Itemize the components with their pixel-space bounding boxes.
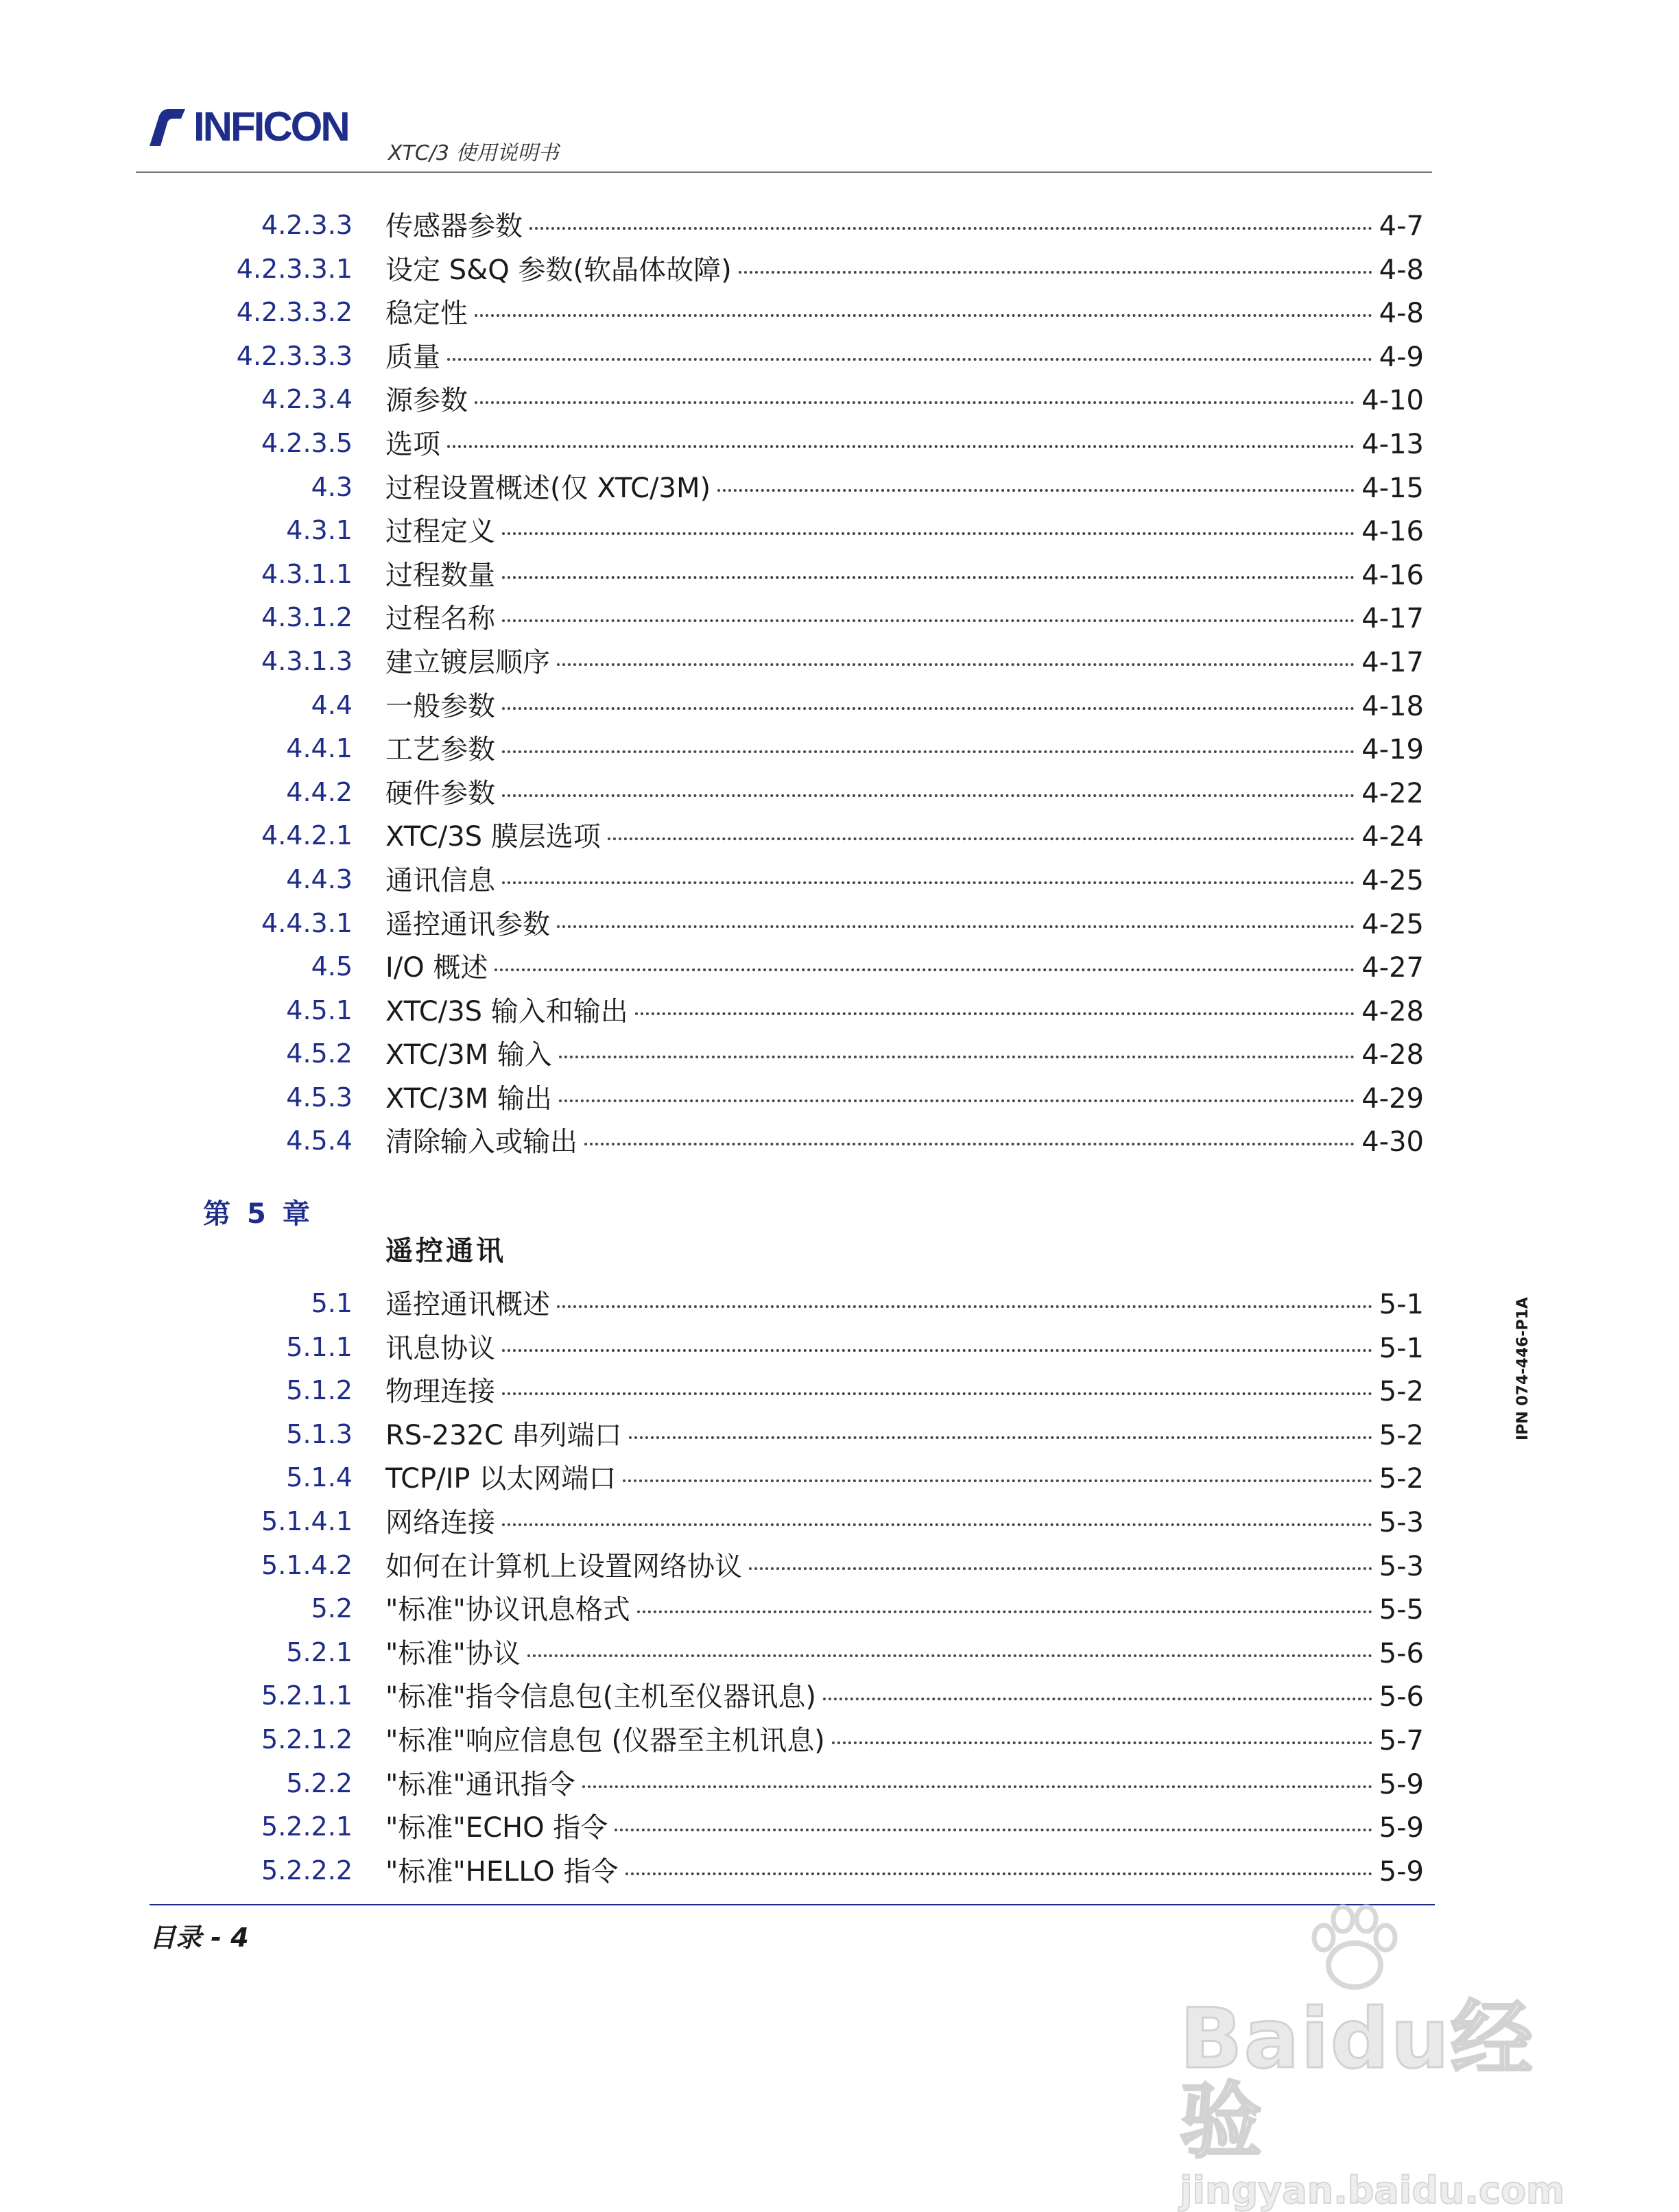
watermark-url: jingyan.baidu.com: [1180, 2169, 1565, 2212]
toc-title: 工艺参数: [385, 734, 495, 766]
toc-section-number: 5.2.1: [286, 1637, 353, 1667]
toc-entry[interactable]: [0, 1414, 1679, 1458]
header-divider: [136, 171, 1432, 173]
toc-section-number: 5.1.4.2: [261, 1549, 353, 1580]
toc-title: "标准"通讯指令: [385, 1768, 575, 1800]
toc-dot-leader: [584, 1143, 1355, 1145]
toc-section-number: 4.2.3.4: [261, 384, 353, 415]
toc-entry[interactable]: [0, 1370, 1679, 1414]
toc-page-number: 5-3: [1379, 1550, 1424, 1582]
ipn-code: IPN 074-446-P1A: [1514, 1297, 1532, 1440]
toc-title: XTC/3M 输出: [385, 1082, 552, 1115]
toc-dot-leader: [559, 1056, 1355, 1058]
toc-section-number: 4.3.1.2: [261, 602, 353, 633]
toc-title: "标准"ECHO 指令: [385, 1812, 608, 1844]
toc-entry[interactable]: [0, 903, 1679, 947]
toc-page-number: 4-28: [1361, 1039, 1424, 1071]
toc-dot-leader: [749, 1567, 1372, 1570]
toc-section-number: 4.2.3.5: [261, 427, 353, 458]
toc-title: RS-232C 串列端口: [385, 1419, 622, 1451]
toc-title: 过程名称: [385, 603, 495, 635]
toc-entry[interactable]: [0, 1120, 1679, 1164]
toc-title: 网络连接: [385, 1506, 495, 1538]
toc-dot-leader: [637, 1610, 1372, 1613]
toc-dot-leader: [557, 925, 1355, 928]
toc-page-number: 5-2: [1379, 1376, 1424, 1408]
toc-page-number: 4-9: [1379, 341, 1424, 373]
toc-section-number: 4.4.3.1: [261, 907, 353, 938]
toc-section-number: 4.5: [311, 951, 353, 982]
toc-entry[interactable]: [0, 379, 1679, 423]
toc-page-number: 4-17: [1361, 646, 1424, 678]
toc-page-number: 4-17: [1361, 603, 1424, 635]
toc-dot-leader: [582, 1785, 1372, 1788]
toc-title: 物理连接: [385, 1376, 495, 1408]
toc-page-number: 4-16: [1361, 559, 1424, 591]
toc-dot-leader: [626, 1872, 1372, 1875]
toc-section-number: 4.3.1: [286, 515, 353, 546]
toc-page-number: 5-5: [1379, 1594, 1424, 1626]
chapter-heading: [203, 1192, 320, 1231]
toc-page-number: 5-2: [1379, 1463, 1424, 1495]
toc-entry[interactable]: [0, 204, 1679, 248]
toc-title: 一般参数: [385, 690, 495, 722]
toc-title: 传感器参数: [385, 211, 523, 242]
chapter-label-pre: 第: [203, 1198, 240, 1230]
toc-page-number: 4-19: [1361, 734, 1424, 766]
toc-section-number: 4.5.2: [286, 1038, 353, 1069]
toc-title: 选项: [385, 428, 440, 460]
toc-title: 遥控通讯参数: [385, 908, 550, 940]
toc-page-number: 5-9: [1379, 1812, 1424, 1844]
toc-dot-leader: [527, 1654, 1372, 1657]
toc-dot-leader: [529, 227, 1372, 230]
toc-entry[interactable]: [0, 1457, 1679, 1501]
toc-title: TCP/IP 以太网端口: [385, 1463, 617, 1495]
toc-entry[interactable]: [0, 728, 1679, 772]
toc-dot-leader: [823, 1698, 1372, 1700]
toc-entry[interactable]: [0, 597, 1679, 641]
chapter-number: 5: [247, 1198, 276, 1230]
toc-entry[interactable]: [0, 423, 1679, 466]
toc-dot-leader: [502, 1523, 1372, 1526]
toc-dot-leader: [502, 576, 1355, 579]
toc-title: XTC/3M 输入: [385, 1039, 552, 1071]
toc-dot-leader: [739, 271, 1372, 274]
toc-page-number: 5-9: [1379, 1855, 1424, 1888]
toc-entry[interactable]: [0, 1806, 1679, 1850]
toc-entry[interactable]: [0, 1763, 1679, 1807]
toc-dot-leader: [717, 489, 1355, 492]
toc-section-number: 4.3.1.3: [261, 645, 353, 676]
toc-entry[interactable]: [0, 641, 1679, 685]
toc-title: 清除输入或输出: [385, 1126, 577, 1158]
toc-entry[interactable]: [0, 1501, 1679, 1545]
toc-entry[interactable]: [0, 335, 1679, 379]
toc-page-number: 4-29: [1361, 1082, 1424, 1115]
toc-title: XTC/3S 膜层选项: [385, 821, 601, 853]
toc-entry[interactable]: [0, 1850, 1679, 1894]
toc-section-number: 5.1.4: [286, 1462, 353, 1493]
paw-icon: [1303, 1900, 1406, 1996]
toc-page-number: 5-9: [1379, 1768, 1424, 1800]
toc-page-number: 5-1: [1379, 1289, 1424, 1320]
toc-title: 稳定性: [385, 298, 468, 330]
toc-title: I/O 概述: [385, 952, 488, 984]
toc-entry[interactable]: [0, 990, 1679, 1034]
toc-section-number: 4.2.3.3.3: [236, 340, 353, 371]
toc-list-chapter-5: [0, 1283, 1679, 1893]
toc-entry[interactable]: [0, 1283, 1679, 1327]
toc-entry[interactable]: [0, 1327, 1679, 1370]
toc-entry[interactable]: [0, 292, 1679, 335]
toc-entry[interactable]: [0, 946, 1679, 990]
toc-dot-leader: [502, 1392, 1372, 1395]
toc-section-number: 4.4.1: [286, 733, 353, 764]
toc-dot-leader: [475, 401, 1355, 404]
toc-title: 建立镀层顺序: [385, 646, 550, 678]
toc-dot-leader: [502, 750, 1355, 753]
toc-title: 过程定义: [385, 516, 495, 548]
toc-dot-leader: [502, 794, 1355, 797]
baidu-watermark: [1180, 1900, 1565, 2212]
toc-page-number: 4-22: [1361, 777, 1424, 809]
toc-entry[interactable]: [0, 1545, 1679, 1589]
toc-page-number: 4-18: [1361, 690, 1424, 722]
toc-title: "标准"协议讯息格式: [385, 1594, 630, 1626]
toc-title: 通讯信息: [385, 864, 495, 896]
toc-page-number: 4-30: [1361, 1126, 1424, 1158]
inficon-logo: [145, 103, 348, 150]
toc-page-number: 5-1: [1379, 1332, 1424, 1364]
toc-section-number: 5.2: [311, 1593, 353, 1624]
toc-dot-leader: [623, 1479, 1372, 1482]
inficon-logo-mark-icon: [145, 104, 189, 150]
toc-page-number: 5-7: [1379, 1724, 1424, 1757]
toc-section-number: 4.2.3.3.2: [236, 297, 353, 328]
toc-title: XTC/3S 输入和输出: [385, 995, 628, 1027]
toc-page-number: 4-8: [1379, 254, 1424, 286]
toc-page-number: 4-28: [1361, 995, 1424, 1027]
toc-title: 硬件参数: [385, 777, 495, 809]
chapter-label-post: 章: [282, 1198, 320, 1230]
toc-entry[interactable]: [0, 554, 1679, 597]
toc-dot-leader: [629, 1436, 1372, 1439]
toc-section-number: 4.5.4: [286, 1126, 353, 1156]
toc-section-number: 4.2.3.3: [261, 210, 353, 240]
toc-page-number: 5-6: [1379, 1681, 1424, 1713]
toc-entry[interactable]: [0, 510, 1679, 554]
toc-page-number: 4-24: [1361, 821, 1424, 853]
toc-list-chapter-4: [0, 204, 1679, 1164]
toc-page-number: 4-13: [1361, 428, 1424, 460]
toc-section-number: 4.4: [311, 689, 353, 720]
toc-section-number: 5.2.2: [286, 1768, 353, 1798]
toc-dot-leader: [502, 619, 1355, 622]
toc-dot-leader: [832, 1741, 1372, 1744]
toc-dot-leader: [502, 707, 1355, 710]
toc-entry[interactable]: [0, 1033, 1679, 1077]
toc-title: "标准"响应信息包 (仪器至主机讯息): [385, 1724, 825, 1757]
toc-section-number: 5.2.2.2: [261, 1855, 353, 1886]
toc-page-number: 4-8: [1379, 298, 1424, 330]
toc-title: 质量: [385, 341, 440, 373]
toc-entry[interactable]: [0, 1077, 1679, 1121]
toc-dot-leader: [502, 532, 1355, 535]
toc-dot-leader: [557, 1305, 1372, 1308]
toc-section-number: 5.1.4.1: [261, 1506, 353, 1536]
toc-title: 过程数量: [385, 559, 495, 591]
toc-entry[interactable]: [0, 815, 1679, 859]
toc-section-number: 5.1.3: [286, 1418, 353, 1449]
chapter-title: 遥控通讯: [385, 1235, 506, 1267]
watermark-main-text: Baidu经验: [1180, 1992, 1534, 2169]
toc-dot-leader: [559, 1099, 1355, 1102]
toc-dot-leader: [502, 1349, 1372, 1352]
toc-section-number: 4.4.3: [286, 864, 353, 894]
toc-entry[interactable]: [0, 859, 1679, 903]
toc-page-number: 4-25: [1361, 908, 1424, 940]
toc-entry[interactable]: [0, 466, 1679, 510]
toc-section-number: 4.4.2: [286, 776, 353, 807]
toc-section-number: 5.2.1.2: [261, 1724, 353, 1755]
toc-page-number: 4-25: [1361, 864, 1424, 896]
toc-entry[interactable]: [0, 772, 1679, 816]
toc-title: 源参数: [385, 385, 468, 417]
toc-title: "标准"指令信息包(主机至仪器讯息): [385, 1681, 817, 1713]
toc-page-number: 5-6: [1379, 1637, 1424, 1669]
toc-title: 设定 S&Q 参数(软晶体故障): [385, 254, 732, 286]
toc-section-number: 4.3: [311, 471, 353, 502]
toc-section-number: 5.2.1.1: [261, 1680, 353, 1711]
toc-dot-leader: [447, 358, 1372, 361]
toc-section-number: 4.3.1.1: [261, 558, 353, 589]
toc-section-number: 5.2.2.1: [261, 1811, 353, 1842]
toc-entry[interactable]: [0, 1675, 1679, 1719]
toc-entry[interactable]: [0, 685, 1679, 728]
toc-dot-leader: [557, 663, 1355, 666]
document-subtitle: XTC/3 使用说明书: [388, 141, 559, 165]
toc-dot-leader: [608, 837, 1355, 840]
toc-dot-leader: [615, 1829, 1372, 1831]
toc-section-number: 4.2.3.3.1: [236, 253, 353, 284]
toc-entry[interactable]: [0, 1588, 1679, 1632]
toc-section-number: 5.1.1: [286, 1331, 353, 1362]
toc-title: "标准"协议: [385, 1637, 521, 1669]
toc-section-number: 5.1.2: [286, 1375, 353, 1406]
toc-section-number: 4.5.3: [286, 1082, 353, 1113]
toc-title: 遥控通讯概述: [385, 1289, 550, 1320]
toc-entry[interactable]: [0, 1719, 1679, 1763]
toc-section-number: 4.4.2.1: [261, 820, 353, 851]
toc-dot-leader: [635, 1012, 1355, 1015]
toc-page-number: 4-7: [1379, 211, 1424, 242]
toc-dot-leader: [495, 968, 1355, 971]
toc-section-number: 5.1: [311, 1288, 353, 1318]
logo-text: INFICON: [193, 104, 348, 150]
toc-entry[interactable]: [0, 1632, 1679, 1676]
toc-title: 讯息协议: [385, 1332, 495, 1364]
page-footer: 目录 - 4: [150, 1923, 249, 1953]
toc-page-number: 4-16: [1361, 516, 1424, 548]
toc-title: 如何在计算机上设置网络协议: [385, 1550, 742, 1582]
toc-page-number: 4-10: [1361, 385, 1424, 417]
toc-dot-leader: [502, 881, 1355, 884]
toc-dot-leader: [447, 445, 1355, 448]
toc-section-number: 4.5.1: [286, 995, 353, 1025]
toc-title: "标准"HELLO 指令: [385, 1855, 619, 1888]
toc-page-number: 4-27: [1361, 952, 1424, 984]
toc-dot-leader: [475, 314, 1372, 317]
toc-page-number: 4-15: [1361, 472, 1424, 504]
toc-page-number: 5-2: [1379, 1419, 1424, 1451]
toc-title: 过程设置概述(仅 XTC/3M): [385, 472, 711, 504]
toc-page-number: 5-3: [1379, 1506, 1424, 1538]
toc-entry[interactable]: [0, 248, 1679, 292]
